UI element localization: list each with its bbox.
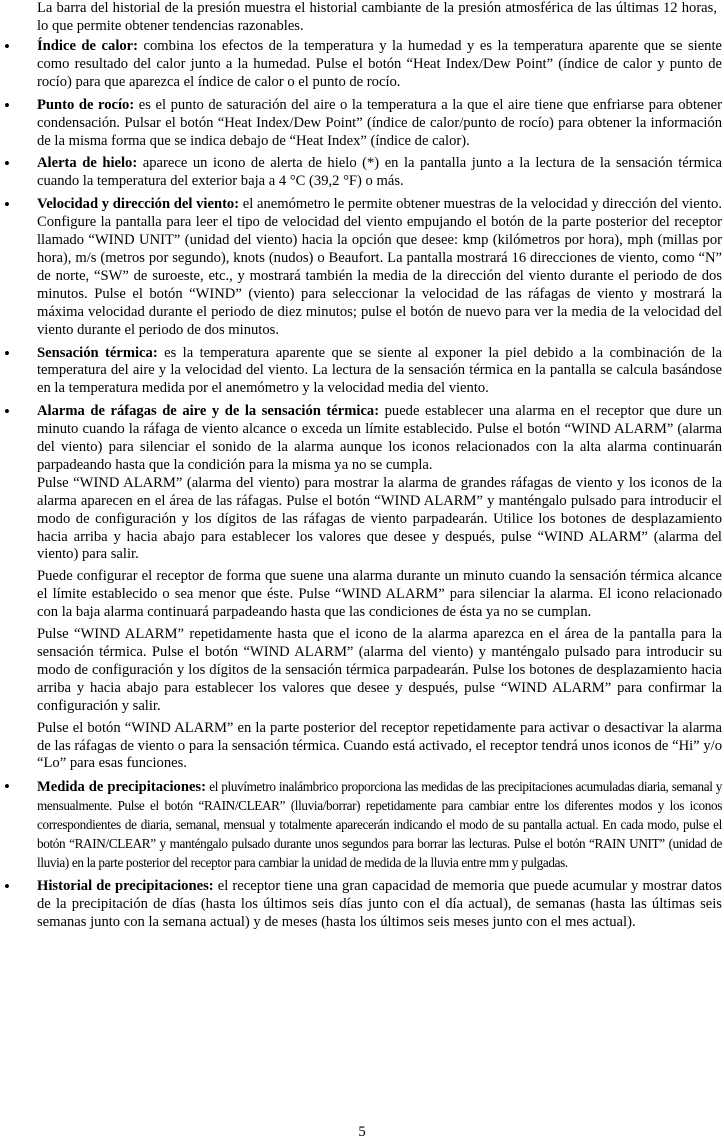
item-term: Punto de rocío: (37, 96, 135, 113)
list-item-rainfall (0, 778, 724, 873)
item-term: Velocidad y dirección del viento: (37, 196, 240, 213)
item-term: Alarma de ráfagas de aire y de la sensación térmica: (37, 403, 380, 420)
item-text: combina los efectos de la temperatura y la humedad y es la temperatura aparente que se siente como resultado del calor junto a la humedad. Pulse el botón “Heat Index/Dew Point” (índice de calor y punto de rocío) para que aparezca el índice de calor o el punto de rocío. (37, 38, 723, 90)
bullet-list (0, 38, 724, 937)
list-item-wind-alarm (0, 403, 724, 773)
item-text: el receptor tiene una gran capacidad de memoria que puede acumular y mostrar datos de la precipitación de días (hasta los últimos seis días junto con el día actual), de semanas (hasta las últimas seis semanas junto con la semana actual) y de meses (hasta los últimos seis meses junto con el mes actual). (37, 877, 722, 930)
item-text: el anemómetro le permite obtener muestras de la velocidad y dirección del viento. Configure la pantalla para leer el tipo de velocidad del viento empujando el botón de la parte posterior del receptor llamado “WIND UNIT” (unidad del viento) hacia la opción que desee: kmp (kilómetros por hora), mph (millas por hora), m/s (metros por segundo), knots (nudos) o Beaufort. La pantalla mostrará 16 direcciones de viento, como “N” de norte, “SW” de suroeste, etc., y mostrará también la media de la dirección del viento durante el periodo de dos minutos. Pulse el botón “WIND” (viento) para seleccionar la velocidad de las ráfagas de viento y mostrará la máxima velocidad durante el periodo de diez minutos; pulse el botón de nuevo para ver la media de la velocidad del viento durante el periodo de dos minutos. (37, 196, 722, 338)
item-text: aparece un icono de alerta de hielo (*) en la pantalla junto a la lectura de la sensación térmica cuando la temperatura del exterior baja a 4 °C (39,2 °F) o más. (37, 155, 722, 190)
item-text: el pluvímetro inalámbrico proporciona las medidas de las precipitaciones acumuladas diaria, semanal y mensualmente. Pulse el botón “RAIN/CLEAR” (lluvia/borrar) repetidamente para cambiar entre los diferentes modos y los iconos correspondientes de diaria, semanal, mensual y totalmente aparecerán indicando el modo de su pantalla actual. En cada modo, pulse el botón “RAIN/CLEAR” y manténgalo pulsado durante unos segundos para borrar las lecturas. Pulse el botón “RAIN UNIT” (unidad de lluvia) en la parte posterior del receptor para cambiar la unidad de medida de la lluvia entre mm y pulgadas. (37, 779, 723, 870)
intro-paragraph: La barra del historial de la presión muestra el historial cambiante de la presión atmosférica de las últimas 12 horas, lo que permite obtener tendencias razonables. (37, 0, 717, 34)
item-text: es el punto de saturación del aire o la temperatura a la que el aire tiene que enfriarse para obtener condensación. Pulsar el botón “Heat Index/Dew Point” (índice de calor/punto de rocío) para obtener la información de la misma forma que se indica debajo de “Heat Index” (índice de calor). (37, 96, 722, 149)
item-continuation: Pulse “WIND ALARM” (alarma del viento) para mostrar la alarma de grandes ráfagas de viento y los iconos de la alarma aparecen en el área de las ráfagas. Pulse el botón “WIND ALARM” y manténgalo pulsado para introducir el modo de configuración y los dígitos de las ráfagas de viento parpadearán. Utilice los botones de desplazamiento hacia arriba y hacia abajo para establecer los valores que desee y después, pulse “WIND ALARM” (alarma del viento) para salir. (37, 474, 722, 563)
item-paragraph: Pulse “WIND ALARM” repetidamente hasta que el icono de la alarma aparezca en el área de la pantalla para la sensación térmica. Pulse el botón “WIND ALARM” (alarma del viento) y manténgalo pulsado para introducir su modo de configuración y los dígitos de la sensación térmica parpadearán. Pulse los botones de desplazamiento hacia arriba y hacia abajo para establecer los valores que desee y después, pulse “WIND ALARM” para confirmar la configuración y salir. (37, 626, 722, 714)
list-item-wind (0, 196, 724, 339)
list-item-ice-alert (0, 155, 724, 191)
item-paragraph: Puede configurar el receptor de forma que suene una alarma durante un minuto cuando la sensación térmica alcance el límite establecido o sea menor que éste. Pulse “WIND ALARM” para silenciar la alarma. El icono relacionado con la baja alarma continuará parpadeando hasta que las condiciones de ésta ya no se cumplan. (37, 568, 722, 621)
list-item-heat-index (0, 38, 724, 92)
item-term: Alerta de hielo: (37, 155, 138, 172)
item-term: Índice de calor: (37, 38, 139, 54)
item-term: Historial de precipitaciones: (37, 877, 214, 894)
item-term: Medida de precipitaciones: (37, 779, 206, 796)
list-item-wind-chill (0, 345, 724, 399)
page-number: 5 (358, 1124, 366, 1140)
item-text: es la temperatura aparente que se siente al exponer la piel debido a la combinación de la temperatura del aire y la velocidad del viento. La lectura de la sensación térmica en la pantalla se calcula basándose en la temperatura medida por el anemómetro y la velocidad media del viento. (37, 344, 722, 397)
item-paragraph: Pulse el botón “WIND ALARM” en la parte posterior del receptor repetidamente para activar o desactivar la alarma de las ráfagas de viento o para la sensación térmica. Cuando está activado, el receptor tendrá unos iconos de “Hi” y/o “Lo” para esas funciones. (37, 719, 722, 772)
list-item-dew-point (0, 97, 724, 151)
list-item-rain-history (0, 878, 724, 932)
item-text: puede establecer una alarma en el receptor que dure un minuto cuando la ráfaga de viento alcance o exceda un límite establecido. Pulse el botón “WIND ALARM” (alarma del viento) para silenciar el sonido de la alarma aunque los iconos relacionados con la alta alarma continuarán parpadeando hasta que la condición para la misma ya no se cumpla. (37, 403, 722, 473)
item-term: Sensación térmica: (37, 344, 158, 361)
